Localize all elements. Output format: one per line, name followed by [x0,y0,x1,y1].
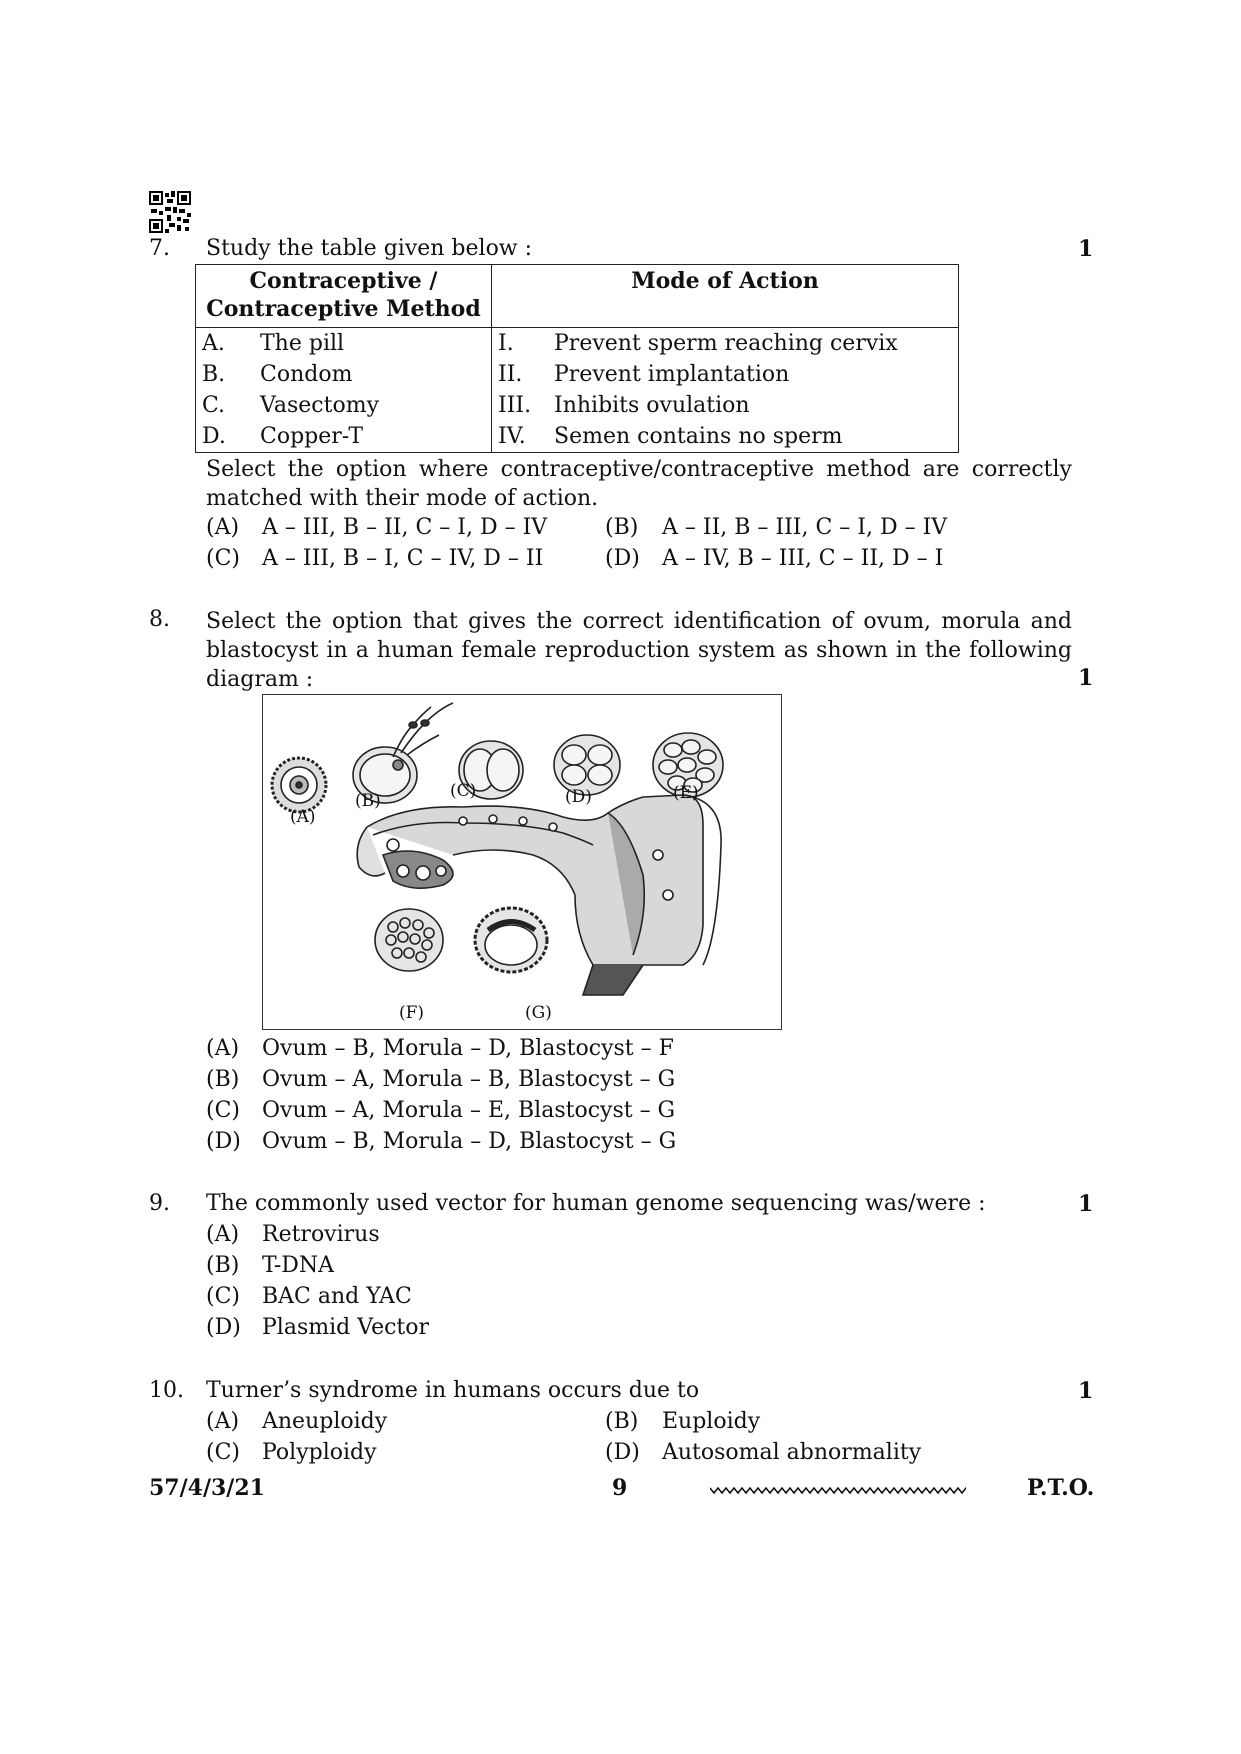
qr-code-icon [149,191,191,233]
q8-line2: blastocyst in a human female reproduction system as shown in the following [206,638,1072,663]
table-header-left-line1: Contraceptive / [249,268,438,294]
row-label: C. [202,393,226,418]
q7-option-c-text: A – III, B – I, C – IV, D – II [262,546,544,571]
row-text: Vasectomy [260,393,379,418]
table-header-right: Mode of Action [492,265,959,328]
reproduction-diagram-drawing [263,695,781,1029]
table-row [196,328,959,360]
q9-stem: The commonly used vector for human genome sequencing was/were : [206,1191,986,1216]
q7-option-a-text: A – III, B – II, C – I, D – IV [262,515,548,540]
q10-option-c-text: Polyploidy [262,1440,377,1465]
q8-option-a-text: Ovum – B, Morula – D, Blastocyst – F [262,1036,674,1061]
q8-option-c-text: Ovum – A, Morula – E, Blastocyst – G [262,1098,676,1123]
table-header-left [196,265,492,328]
row-label: I. [498,331,514,356]
row-label: II. [498,362,523,387]
q8-number: 8. [149,607,170,632]
q8-line3: diagram : [206,667,314,692]
q8-option-c-label: (C) [206,1098,240,1123]
row-text: Inhibits ovulation [554,393,750,418]
q7-option-a-label: (A) [206,515,240,540]
diagram-label-b: (B) [355,791,381,811]
q10-option-b-text: Euploidy [662,1409,761,1434]
row-label: A. [202,331,225,356]
q8-option-b-text: Ovum – A, Morula – B, Blastocyst – G [262,1067,676,1092]
q7-select-line2: matched with their mode of action. [206,486,599,511]
row-label: IV. [498,424,526,449]
table-row [196,421,959,453]
diagram-label-g: (G) [525,1003,552,1023]
q10-option-d-label: (D) [605,1440,640,1465]
row-text: The pill [260,331,345,356]
row-text: Prevent implantation [554,362,790,387]
q7-stem: Study the table given below : [206,236,533,261]
q8-option-a-label: (A) [206,1036,240,1061]
pto-label: P.T.O. [1027,1475,1095,1501]
paper-code: 57/4/3/21 [149,1475,265,1501]
q9-option-b-label: (B) [206,1253,240,1278]
ovum-a-shape [272,758,326,812]
row-label: B. [202,362,226,387]
q7-number: 7. [149,236,170,261]
table-row [196,390,959,421]
q9-option-d-text: Plasmid Vector [262,1315,430,1340]
q10-number: 10. [149,1378,184,1403]
page-number: 9 [612,1475,628,1501]
row-text: Prevent sperm reaching cervix [554,331,898,356]
q10-option-a-label: (A) [206,1409,240,1434]
q8-option-b-label: (B) [206,1067,240,1092]
diagram-label-f: (F) [399,1003,425,1023]
row-text: Copper-T [260,424,364,449]
q7-select-line1: Select the option where contraceptive/contraceptive method are correctly [206,457,1072,482]
q9-option-a-text: Retrovirus [262,1222,380,1247]
q7-option-c-label: (C) [206,546,240,571]
q9-number: 9. [149,1191,170,1216]
row-text: Semen contains no sperm [554,424,843,449]
four-cell-d-shape [554,735,620,795]
q10-option-a-text: Aneuploidy [262,1409,388,1434]
table-header-left-line2: Contraceptive Method [206,296,481,322]
q10-option-d-text: Autosomal abnormality [662,1440,922,1465]
q10-option-c-label: (C) [206,1440,240,1465]
fertilisation-b-shape [353,703,453,803]
q7-option-b-label: (B) [605,515,639,540]
morula-f-shape [375,909,443,971]
reproduction-diagram [262,694,782,1030]
wavy-line-icon [710,1484,966,1496]
q9-option-c-label: (C) [206,1284,240,1309]
q10-stem: Turner’s syndrome in humans occurs due to [206,1378,700,1403]
row-label: D. [202,424,226,449]
q9-option-c-text: BAC and YAC [262,1284,412,1309]
blastocyst-g-shape [475,908,547,972]
diagram-label-a: (A) [290,807,316,827]
row-label: III. [498,393,532,418]
diagram-label-c: (C) [450,781,477,801]
q7-marks: 1 [1078,236,1094,262]
q8-line1: Select the option that gives the correct identification of ovum, morula and [206,609,1072,634]
q9-option-a-label: (A) [206,1222,240,1247]
q7-option-b-text: A – II, B – III, C – I, D – IV [662,515,948,540]
q9-option-d-label: (D) [206,1315,241,1340]
q10-marks: 1 [1078,1378,1094,1404]
row-text: Condom [260,362,353,387]
q8-option-d-label: (D) [206,1129,241,1154]
table-row [196,359,959,390]
contraceptive-table [195,264,959,453]
q10-option-b-label: (B) [605,1409,639,1434]
diagram-label-d: (D) [565,787,592,807]
q8-option-d-text: Ovum – B, Morula – D, Blastocyst – G [262,1129,677,1154]
q9-option-b-text: T-DNA [262,1253,335,1278]
q7-option-d-text: A – IV, B – III, C – II, D – I [662,546,944,571]
q7-option-d-label: (D) [605,546,640,571]
q9-marks: 1 [1078,1191,1094,1217]
diagram-label-e: (E) [673,783,699,803]
q8-marks: 1 [1078,665,1094,691]
